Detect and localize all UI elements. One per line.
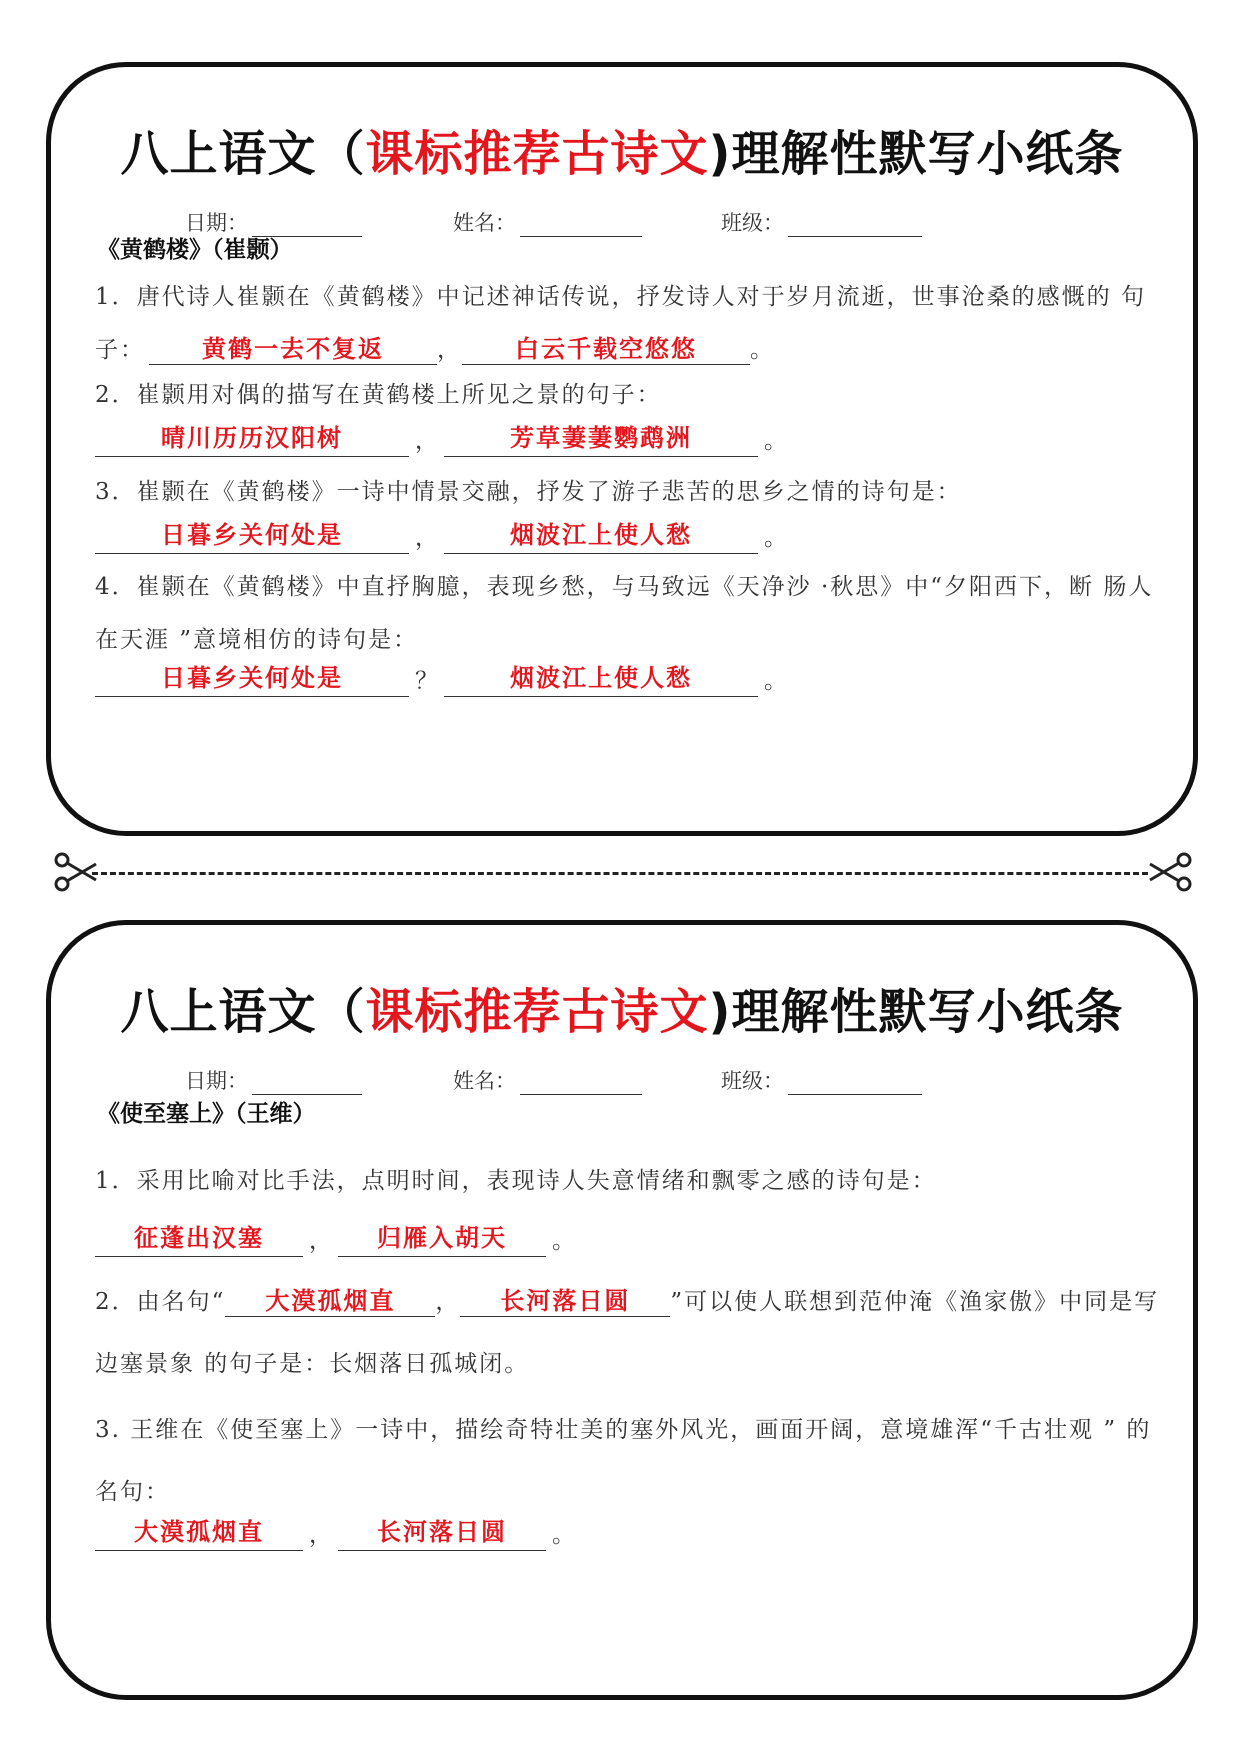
title-highlight: 课标推荐古诗文 [365, 984, 709, 1040]
poem-heading: 《黄鹤楼》（崔颢） [97, 236, 293, 263]
answer-blank[interactable]: 白云千载空悠悠 [462, 334, 750, 365]
answer-row-3: 日暮乡关何处是 ， 烟波江上使人愁 。 [95, 514, 1169, 554]
answer-blank[interactable]: 征蓬出汉塞 [95, 1222, 303, 1257]
answer-blank[interactable]: 烟波江上使人愁 [444, 519, 758, 554]
name-field[interactable]: 姓名： [453, 207, 642, 237]
name-field[interactable]: 姓名： [453, 1065, 642, 1095]
answer-row-2: 晴川历历汉阳树 ， 芳草萋萋鹦鹉洲 。 [95, 417, 1169, 457]
question-1: 1．采用比喻对比手法，点明时间，表现诗人失意情绪和飘零之感的诗句是： [95, 1168, 937, 1194]
question-3: 3．崔颢在《黄鹤楼》一诗中情景交融，抒发了游子悲苦的思乡之情的诗句是： [95, 479, 962, 505]
answer-blank[interactable]: 大漠孤烟直 [95, 1516, 303, 1551]
answer-blank[interactable]: 芳草萋萋鹦鹉洲 [444, 422, 758, 457]
answer-blank[interactable]: 长河落日圆 [338, 1516, 546, 1551]
card-title: 八上语文（课标推荐古诗文)理解性默写小纸条 [120, 984, 1124, 1040]
question-1: 1．唐代诗人崔颢在《黄鹤楼》中记述神话传说，抒发诗人对于岁月流逝，世事沧桑的感慨的 句子： 黄鹤一去不复返 ， 白云千载空悠悠 。 [95, 284, 1146, 363]
class-field[interactable]: 班级： [721, 207, 922, 237]
card-title: 八上语文（课标推荐古诗文)理解性默写小纸条 [120, 126, 1124, 182]
note-card-1 [46, 62, 1198, 836]
answer-blank[interactable]: 归雁入胡天 [338, 1222, 546, 1257]
answer-blank[interactable]: 烟波江上使人愁 [444, 662, 758, 697]
title-highlight: 课标推荐古诗文 [365, 126, 709, 182]
question-2: 2．由名句“ 大漠孤烟直 ， 长河落日圆 ”可以使人联想到范仲淹《渔家傲》中同是写边塞景象 的句子是：长烟落日孤城闭。 [95, 1286, 1160, 1377]
note-card-2 [46, 920, 1198, 1700]
class-field[interactable]: 班级： [721, 1065, 922, 1095]
poem-heading: 《使至塞上》（王维） [97, 1100, 316, 1127]
answer-blank[interactable]: 日暮乡关何处是 [95, 519, 409, 554]
answer-row-3: 大漠孤烟直 ， 长河落日圆 。 [95, 1511, 1169, 1551]
cut-line [92, 872, 1148, 875]
answer-blank[interactable]: 大漠孤烟直 [225, 1286, 435, 1317]
answer-blank[interactable]: 长河落日圆 [460, 1286, 670, 1317]
answer-blank[interactable]: 黄鹤一去不复返 [149, 334, 437, 365]
date-field[interactable]: 日期： [185, 207, 362, 237]
date-field[interactable]: 日期： [185, 1065, 362, 1095]
scissors-icon [1146, 850, 1194, 894]
question-3: 3. 王维在《使至塞上》一诗中，描绘奇特壮美的塞外风光，画面开阔，意境雄浑“千古壮观 ” 的名句： [95, 1417, 1152, 1505]
answer-row-4: 日暮乡关何处是 ？ 烟波江上使人愁 。 [95, 657, 1169, 697]
answer-blank[interactable]: 晴川历历汉阳树 [95, 422, 409, 457]
answer-blank[interactable]: 日暮乡关何处是 [95, 662, 409, 697]
question-4: 4．崔颢在《黄鹤楼》中直抒胸臆，表现乡愁，与马致远《天净沙 ·秋思》中“夕阳西下，断 肠人在天涯 ”意境相仿的诗句是： [95, 574, 1154, 653]
answer-row-1: 征蓬出汉塞 ， 归雁入胡天 。 [95, 1217, 1169, 1257]
question-2: 2．崔颢用对偶的描写在黄鹤楼上所见之景的句子： [95, 382, 662, 408]
